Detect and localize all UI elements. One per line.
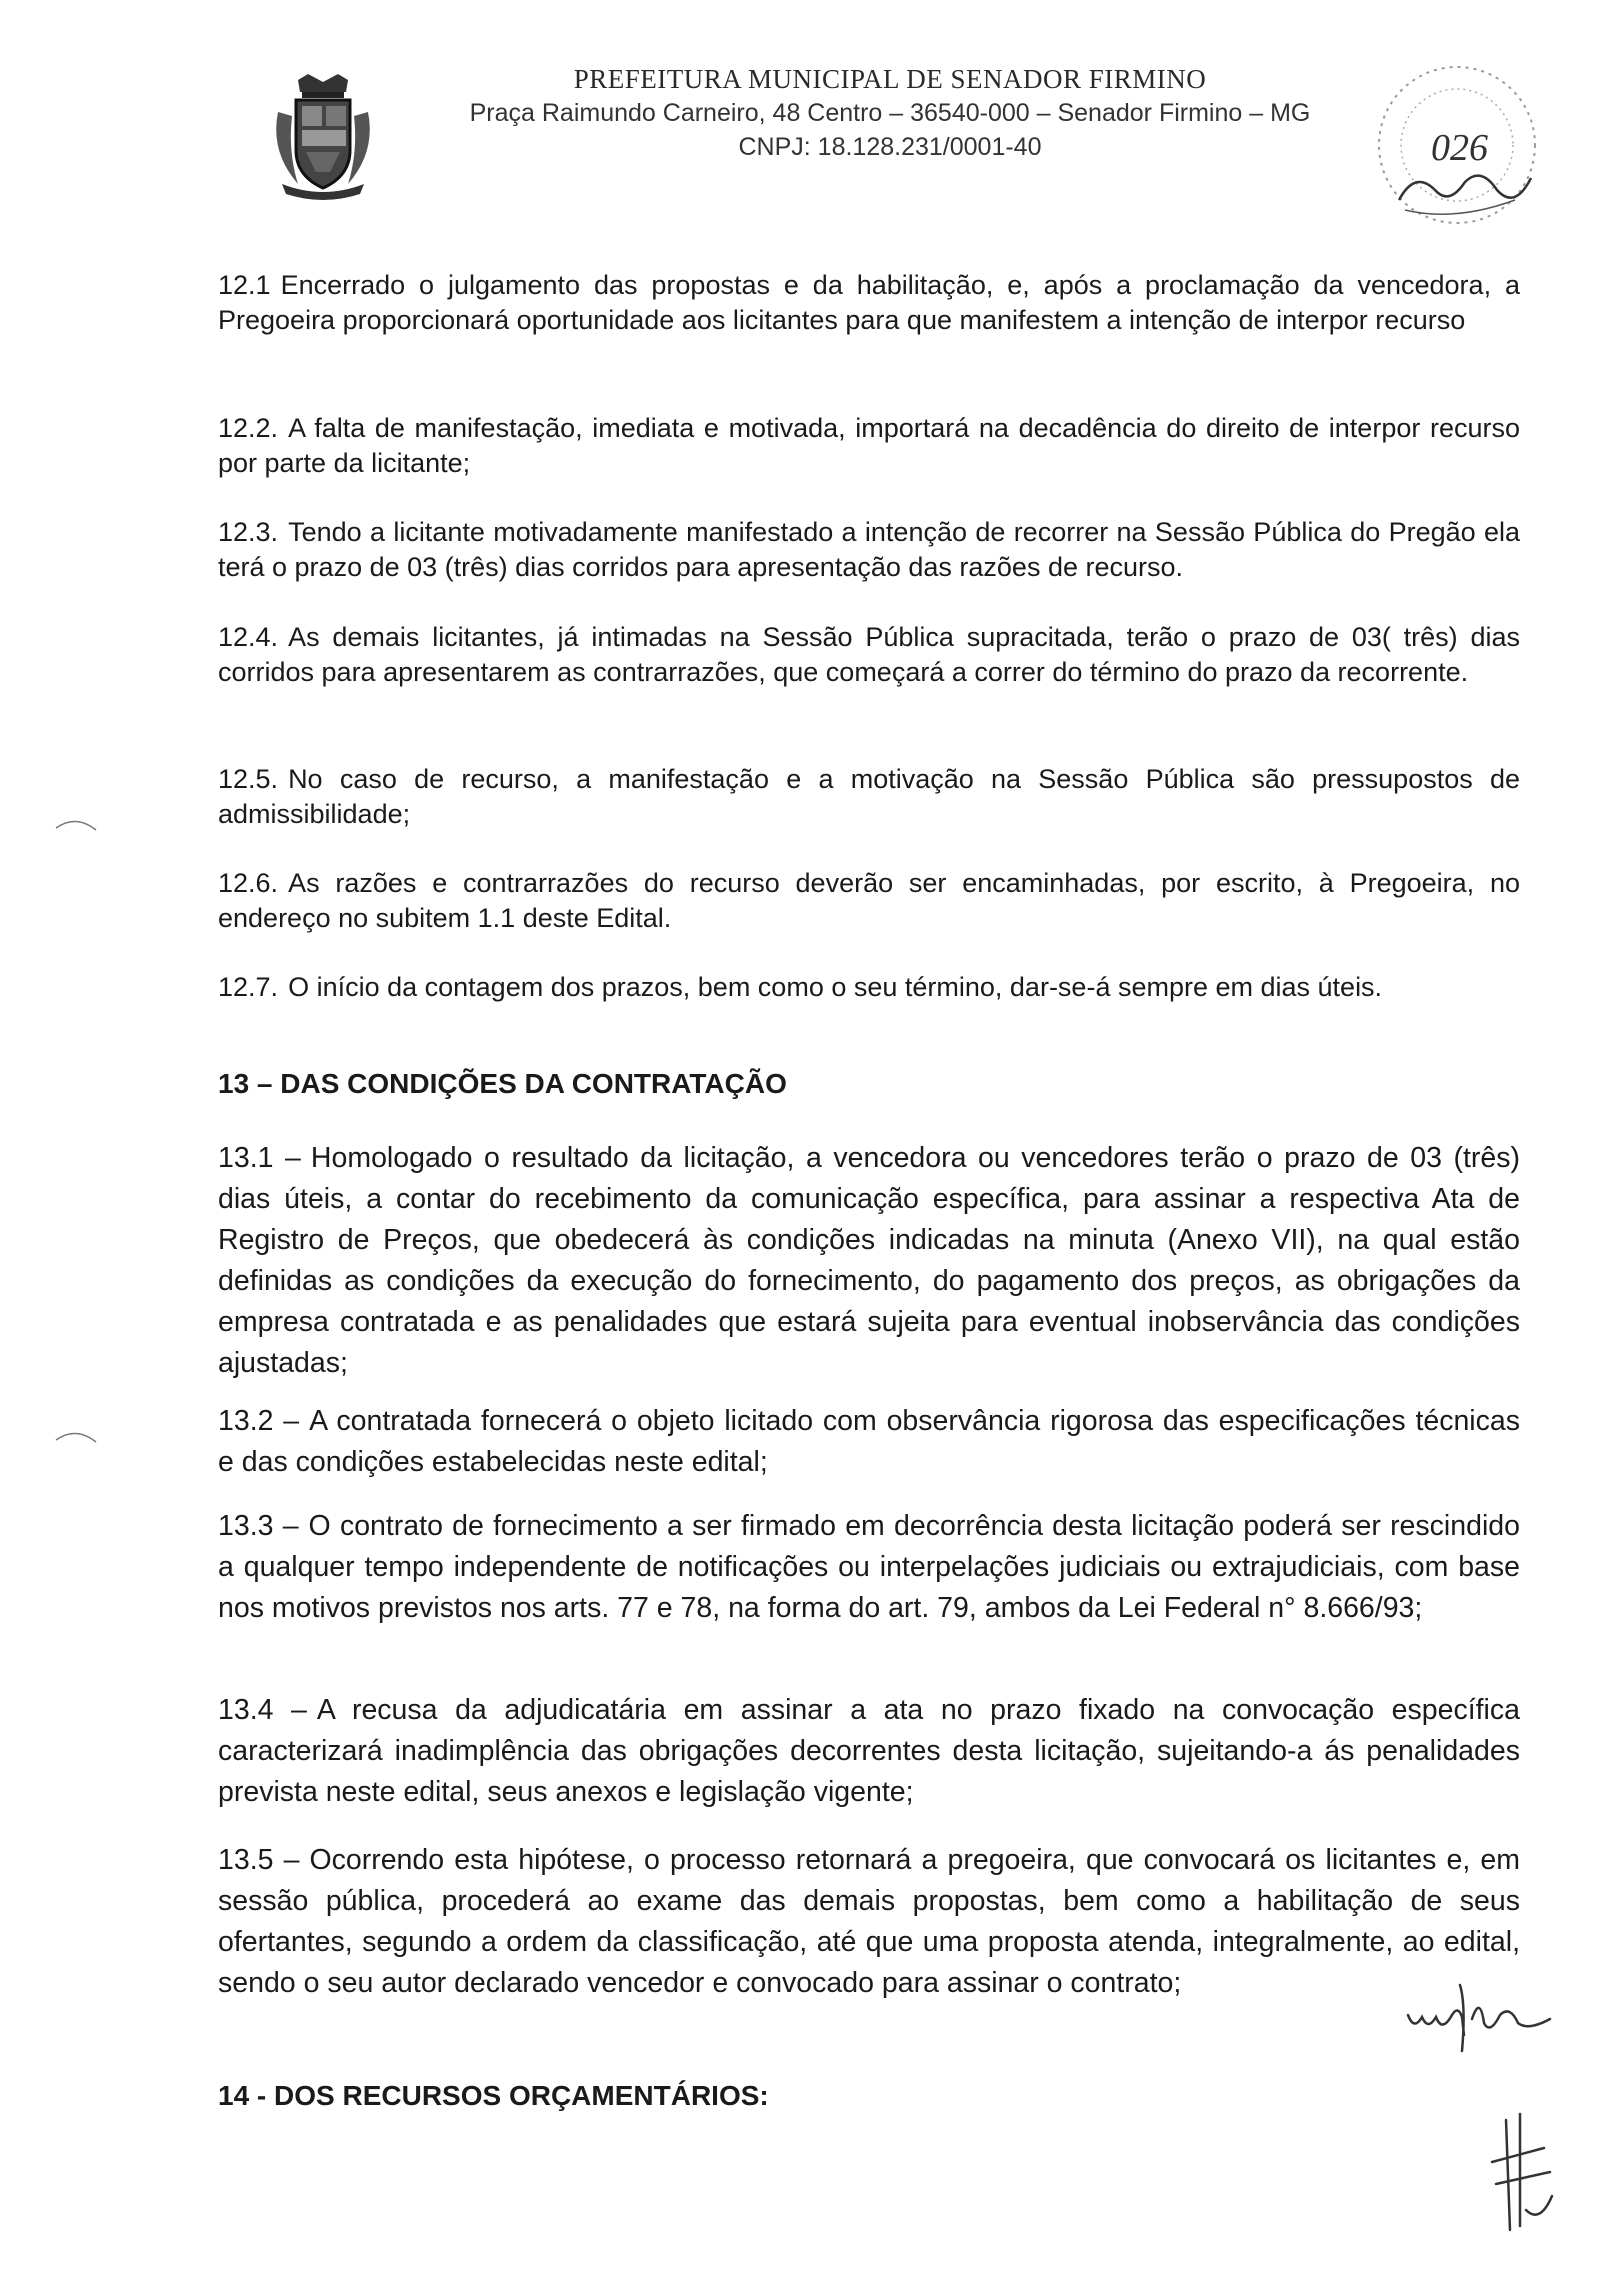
clause-13-3: 13.3 – O contrato de fornecimento a ser firmado em decorrência desta licitação poderá ser rescindido a qualquer tempo independente de notificações ou interpelações judiciais ou extrajudiciais, com base nos motivos previstos nos arts. 77 e 78, na forma do art. 79, ambos da Lei Federal n° 8.666/93;: [218, 1510, 1520, 1624]
org-cnpj: CNPJ: 18.128.231/0001-40: [738, 133, 1042, 161]
section-13-heading: 13 – DAS CONDIÇÕES DA CONTRATAÇÃO: [218, 1068, 787, 1099]
clause-12-6: 12.6. As razões e contrarrazões do recurso deverão ser encaminhadas, por escrito, à Pregoeira, no endereço no subitem 1.1 deste Edital.: [218, 868, 1520, 933]
org-address: Praça Raimundo Carneiro, 48 Centro – 36540-000 – Senador Firmino – MG: [469, 99, 1311, 127]
clause-12-7: 12.7. O início da contagem dos prazos, bem como o seu término, dar-se-á sempre em dias úteis.: [218, 972, 1383, 1002]
stamp-number: 026: [1431, 127, 1488, 169]
org-name: PREFEITURA MUNICIPAL DE SENADOR FIRMINO: [573, 64, 1207, 94]
clause-13-1: 13.1 – Homologado o resultado da licitação, a vencedora ou vencedores terão o prazo de 03 (três) dias úteis, a contar do recebimento da comunicação específica, para assinar a respectiva Ata de Registro de Preços, que obedecerá às condições indicadas na minuta (Anexo VII), na qual estão definidas as condições da execução do fornecimento, do pagamento dos preços, as obrigações da empresa contratada e as penalidades que estará sujeita para eventual inobservância das condições ajustadas;: [218, 1142, 1520, 1379]
clause-12-5: 12.5. No caso de recurso, a manifestação e a motivação na Sessão Pública são pressupostos de admissibilidade;: [218, 764, 1520, 829]
section-14-heading: 14 - DOS RECURSOS ORÇAMENTÁRIOS:: [218, 2080, 769, 2111]
rubric-signature: [1400, 1965, 1560, 2065]
clause-13-5: 13.5 – Ocorrendo esta hipótese, o processo retornará a pregoeira, que convocará os licitantes e, em sessão pública, procederá ao exame das demais propostas, bem como a habilitação de seus ofertantes, segundo a ordem da classificação, até que uma proposta atenda, integralmente, ao edital, sendo o seu autor declarado vencedor e convocado para assinar o contrato;: [218, 1844, 1520, 1999]
clause-13-4: 13.4 – A recusa da adjudicatária em assinar a ata no prazo fixado na convocação específica caracterizará inadimplência das obrigações decorrentes desta licitação, sujeitando-a ás penalidades prevista neste edital, seus anexos e legislação vigente;: [218, 1694, 1520, 1808]
clause-12-1: 12.1 Encerrado o julgamento das propostas e da habilitação, e, após a proclamação da vencedora, a Pregoeira proporcionará oportunidade aos licitantes para que manifestem a intenção de interpor recurso: [218, 270, 1520, 335]
clause-12-3: 12.3. Tendo a licitante motivadamente manifestado a intenção de recorrer na Sessão Pública do Pregão ela terá o prazo de 03 (três) dias corridos para apresentação das razões de recurso.: [218, 517, 1520, 582]
clause-12-4: 12.4. As demais licitantes, já intimadas na Sessão Pública supracitada, terão o prazo de 03( três) dias corridos para apresentarem as contrarrazões, que começará a correr do término do prazo da recorrente.: [218, 622, 1520, 687]
page-number-stamp: [1365, 50, 1545, 240]
margin-hole-mark: [52, 1420, 102, 1450]
page-header: [0, 0, 1600, 230]
clause-12-2: 12.2. A falta de manifestação, imediata e motivada, importará na decadência do direito de interpor recurso por parte da licitante;: [218, 413, 1520, 478]
margin-hole-mark: [52, 808, 102, 838]
header-text-block: [380, 62, 1400, 164]
clause-13-2: 13.2 – A contratada fornecerá o objeto licitado com observância rigorosa das especificações técnicas e das condições estabelecidas neste edital;: [218, 1405, 1520, 1478]
municipal-crest-icon: [268, 72, 378, 202]
initials-signature: [1486, 2100, 1566, 2240]
